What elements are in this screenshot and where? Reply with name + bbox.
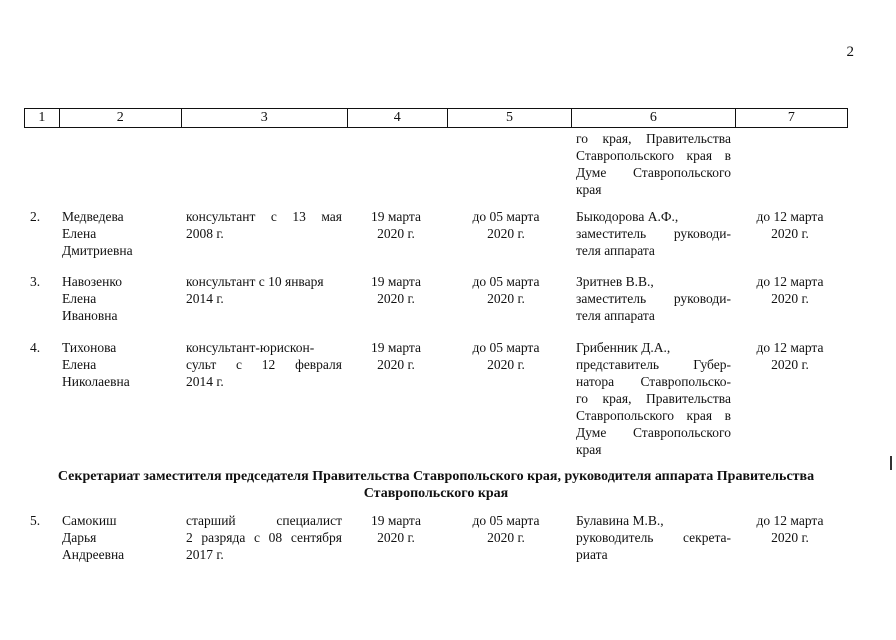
text-line: до 05 марта <box>472 274 540 289</box>
text-line: до 12 марта <box>756 513 824 528</box>
text-line: 2020 г. <box>487 530 525 545</box>
text-line: натора Ставропольско- <box>576 374 731 389</box>
text-line: Дмитриевна <box>62 243 133 258</box>
text-line: Елена <box>62 226 97 241</box>
text-line: края <box>576 442 602 457</box>
date-col5 <box>452 208 560 242</box>
employee-name <box>62 208 177 259</box>
text-line: заместитель руководи- <box>576 226 731 241</box>
responsible-person <box>576 273 731 324</box>
text-line: 2020 г. <box>377 226 415 241</box>
employee-position <box>186 339 342 390</box>
date-col4 <box>348 512 444 546</box>
text-line: Елена <box>62 291 97 306</box>
text-line: 2020 г. <box>771 530 809 545</box>
header-col-6: 6 <box>572 109 736 127</box>
text-line: Николаевна <box>62 374 130 389</box>
date-col4 <box>348 273 444 307</box>
row-number: 2. <box>30 209 41 224</box>
text-line: Навозенко <box>62 274 122 289</box>
text-line: 2020 г. <box>487 291 525 306</box>
text-line: Зритнев В.В., <box>576 274 654 289</box>
responsible-person <box>576 208 731 259</box>
text-line: представитель Губер- <box>576 357 731 372</box>
text-line: до 05 марта <box>472 340 540 355</box>
employee-position <box>186 512 342 563</box>
text-line: консультант-юрискон- <box>186 340 315 355</box>
text-line: Думе Ставропольского <box>576 425 731 440</box>
date-col5 <box>452 512 560 546</box>
responsible-person <box>576 339 731 458</box>
text-line: до 05 марта <box>472 513 540 528</box>
text-line: теля аппарата <box>576 243 655 258</box>
section-heading <box>24 468 848 502</box>
header-col-4: 4 <box>348 109 448 127</box>
text-line: Ставропольского края в <box>576 148 731 163</box>
row-number: 5. <box>30 513 41 528</box>
text-line: Ставропольского края в <box>576 408 731 423</box>
text-line: 2020 г. <box>771 291 809 306</box>
text-line: Андреевна <box>62 547 125 562</box>
text-line: 19 марта <box>371 513 421 528</box>
text-line: консультант с 10 января <box>186 274 324 289</box>
text-line: 2020 г. <box>377 530 415 545</box>
text-line: заместитель руководи- <box>576 291 731 306</box>
employee-name <box>62 339 177 390</box>
date-col7 <box>740 273 840 307</box>
employee-name <box>62 273 177 324</box>
header-col-5: 5 <box>448 109 572 127</box>
text-line: 19 марта <box>371 340 421 355</box>
text-line: 2014 г. <box>186 291 224 306</box>
text-line: до 12 марта <box>756 209 824 224</box>
text-line: го края, Правительства <box>576 131 731 146</box>
text-line: 2020 г. <box>487 226 525 241</box>
text-line: 2008 г. <box>186 226 224 241</box>
header-col-1: 1 <box>25 109 60 127</box>
text-line: Елена <box>62 357 97 372</box>
text-line: 2020 г. <box>771 226 809 241</box>
page-number: 2 <box>846 44 854 60</box>
text-line: 2020 г. <box>771 357 809 372</box>
row-number: 3. <box>30 274 41 289</box>
text-line: 19 марта <box>371 274 421 289</box>
date-col4 <box>348 208 444 242</box>
text-line: Тихонова <box>62 340 117 355</box>
text-line: Дарья <box>62 530 97 545</box>
table-header-row <box>24 108 848 128</box>
text-line: 2020 г. <box>377 291 415 306</box>
employee-position <box>186 273 342 307</box>
text-line: Ставропольского края <box>363 486 509 501</box>
text-line: теля аппарата <box>576 308 655 323</box>
date-col7 <box>740 339 840 373</box>
text-line: 2 разряда с 08 сентября <box>186 530 342 545</box>
employee-position <box>186 208 342 242</box>
employee-name <box>62 512 177 563</box>
text-line: Быкодорова А.Ф., <box>576 209 679 224</box>
text-line: Секретариат заместителя председателя Правительства Ставропольского края, руководителя аппарата Правительства <box>57 469 815 484</box>
date-col4 <box>348 339 444 373</box>
text-line: Думе Ставропольского <box>576 165 731 180</box>
text-line: 19 марта <box>371 209 421 224</box>
header-col-2: 2 <box>60 109 182 127</box>
text-line: Ивановна <box>62 308 118 323</box>
text-line: 2020 г. <box>377 357 415 372</box>
text-line: края <box>576 182 602 197</box>
text-line: Самокиш <box>62 513 117 528</box>
text-line: 2014 г. <box>186 374 224 389</box>
continuation-col6 <box>576 130 731 198</box>
text-line: сульт с 12 февраля <box>186 357 342 372</box>
header-col-3: 3 <box>182 109 348 127</box>
text-line: 2017 г. <box>186 547 224 562</box>
text-line: руководитель секрета- <box>576 530 731 545</box>
text-line: Грибенник Д.А., <box>576 340 671 355</box>
responsible-person <box>576 512 731 563</box>
date-col5 <box>452 273 560 307</box>
text-line: старший специалист <box>186 513 342 528</box>
date-col7 <box>740 512 840 546</box>
text-line: Медведева <box>62 209 124 224</box>
text-line: риата <box>576 547 608 562</box>
text-line: Булавина М.В., <box>576 513 664 528</box>
text-line: консультант с 13 мая <box>186 209 342 224</box>
date-col7 <box>740 208 840 242</box>
header-col-7: 7 <box>787 110 795 125</box>
date-col5 <box>452 339 560 373</box>
text-line: до 12 марта <box>756 274 824 289</box>
text-line: до 12 марта <box>756 340 824 355</box>
row-number: 4. <box>30 340 41 355</box>
text-line: до 05 марта <box>472 209 540 224</box>
text-line: 2020 г. <box>487 357 525 372</box>
text-line: го края, Правительства <box>576 391 731 406</box>
scan-mark <box>890 456 892 470</box>
